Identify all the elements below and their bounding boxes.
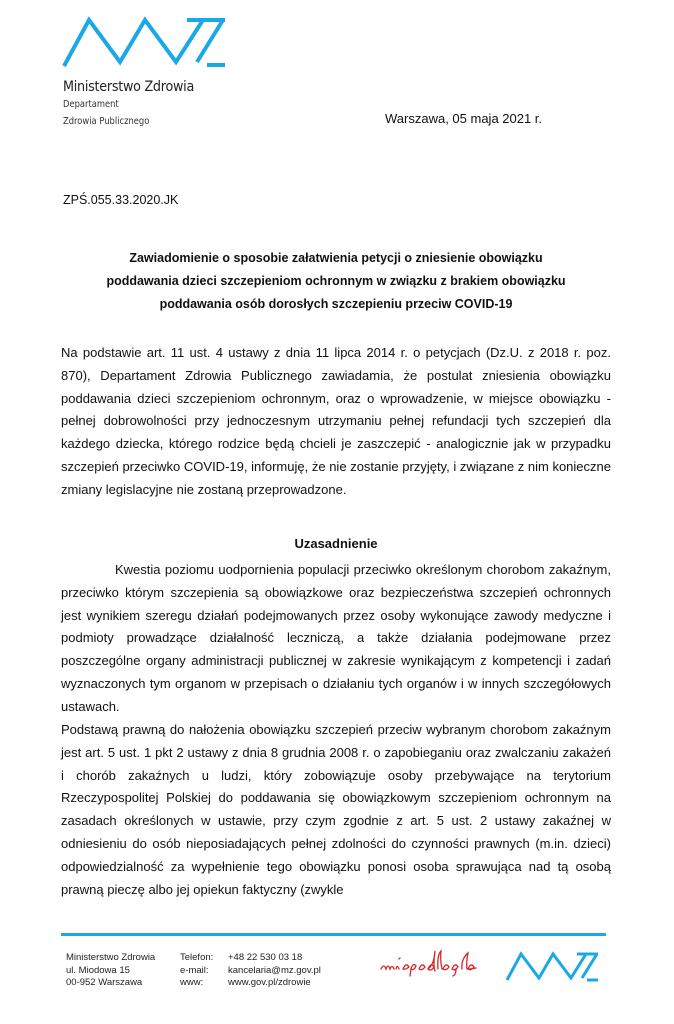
footer-contact-labels (180, 952, 213, 990)
www-label: www: (180, 977, 204, 988)
phone-value: +48 22 530 03 18 (228, 952, 303, 963)
paragraph-justification-2: Podstawą prawną do nałożenia obowiązku szczepień przeciw wybranym chorobom zakaźnym jest art. 5 ust. 1 pkt 2 ustawy z dnia 8 grudnia 2008 r. o zapobieganiu oraz zwalczaniu zakażeń i chorób zakaźnych u ludzi, który zobowiązuje osoby przebywające na terytorium Rzeczypospolitej Polskiej do poddawania się obowiązkowym szczepieniom ochronnym na zasadach określonych w ustawie, przy czym zgodnie z art. 5 ust. 2 ustawy zakaźnej w odniesieniu do osób nieposiadających pełnej zdolności do czynności prawnych (m.in. dzieci) odpowiedzialność za wypełnienie tego obowiązku ponosi osoba sprawująca nad tą osobą prawną pieczę albo jej opiekun faktyczny (zwykle (61, 722, 611, 897)
phone-label: Telefon: (180, 952, 214, 963)
footer-address-line: 00-952 Warszawa (66, 977, 143, 988)
paragraph-justification-1: Kwestia poziomu uodpornienia populacji przeciwko określonym chorobom zakaźnym, przeciwko którym szczepienia są obowiązkowe oraz bezpieczeństwa szczepień ochronnych jest wynikiem szeregu działań podejmowanych przez osoby wykonujące zawody medyczne i podmioty prowadzące działalność leczniczą, a także działania podejmowane przez poszczególne organy administracji publicznej w zakresie wynikającym z kompetencji i zadań wyznaczonych tym organom w przepisach o działaniu tych organów i w innych szczegółowych ustawach. (61, 562, 611, 714)
mz-logo-footer-icon (505, 950, 600, 987)
footer-address-line: Ministerstwo Zdrowia (66, 952, 156, 963)
paragraph-notification: Na podstawie art. 11 ust. 4 ustawy z dnia 11 lipca 2014 r. o petycjach (Dz.U. z 2018 r. poz. 870), Departament Zdrowia Publicznego zawiadamia, że postulat zniesienia obowiązku poddawania dzieci szczepieniom ochronnym, oraz o wprowadzenie, w miejsce obowiązku - pełnej dobrowolności przy jednoczesnym utrzymaniu pełnej refundacji tych szczepień dla każdego dziecka, którego rodzice będą chcieli je zaszczepić - analogicznie jak w przypadku szczepień przeciwko COVID-19, informuję, że nie zostanie przyjęty, i związane z nim konieczne zmiany legislacyjne nie zostaną przeprowadzone. (61, 345, 611, 497)
place-date: Warszawa, 05 maja 2021 r. (385, 111, 543, 126)
department-line-2: Zdrowia Publicznego (63, 116, 150, 127)
section-heading: Uzasadnienie (294, 536, 378, 551)
footer-address-line: ul. Miodowa 15 (66, 964, 130, 976)
title-line: poddawania dzieci szczepieniom ochronnym w związku z brakiem obowiązku (106, 274, 566, 288)
document-title (60, 247, 612, 316)
footer-contact-values (228, 952, 321, 990)
footer-divider (61, 933, 606, 936)
department-line-1: Departament (63, 99, 119, 110)
ministry-name: Ministerstwo Zdrowia (63, 79, 195, 95)
email-label: e-mail: (180, 964, 209, 976)
footer-address (66, 952, 155, 990)
mz-logo-icon (62, 16, 227, 73)
title-line: Zawiadomienie o sposobie załatwienia petycji o zniesienie obowiązku (129, 251, 543, 265)
title-line: poddawania osób dorosłych szczepieniu przeciw COVID-19 (159, 297, 513, 311)
email-link[interactable]: kancelaria@mz.gov.pl (228, 964, 321, 976)
reference-number: ZPŚ.055.33.2020.JK (63, 193, 179, 207)
website-link[interactable]: www.gov.pl/zdrowie (228, 977, 311, 988)
niepodlegla-icon (378, 947, 483, 982)
